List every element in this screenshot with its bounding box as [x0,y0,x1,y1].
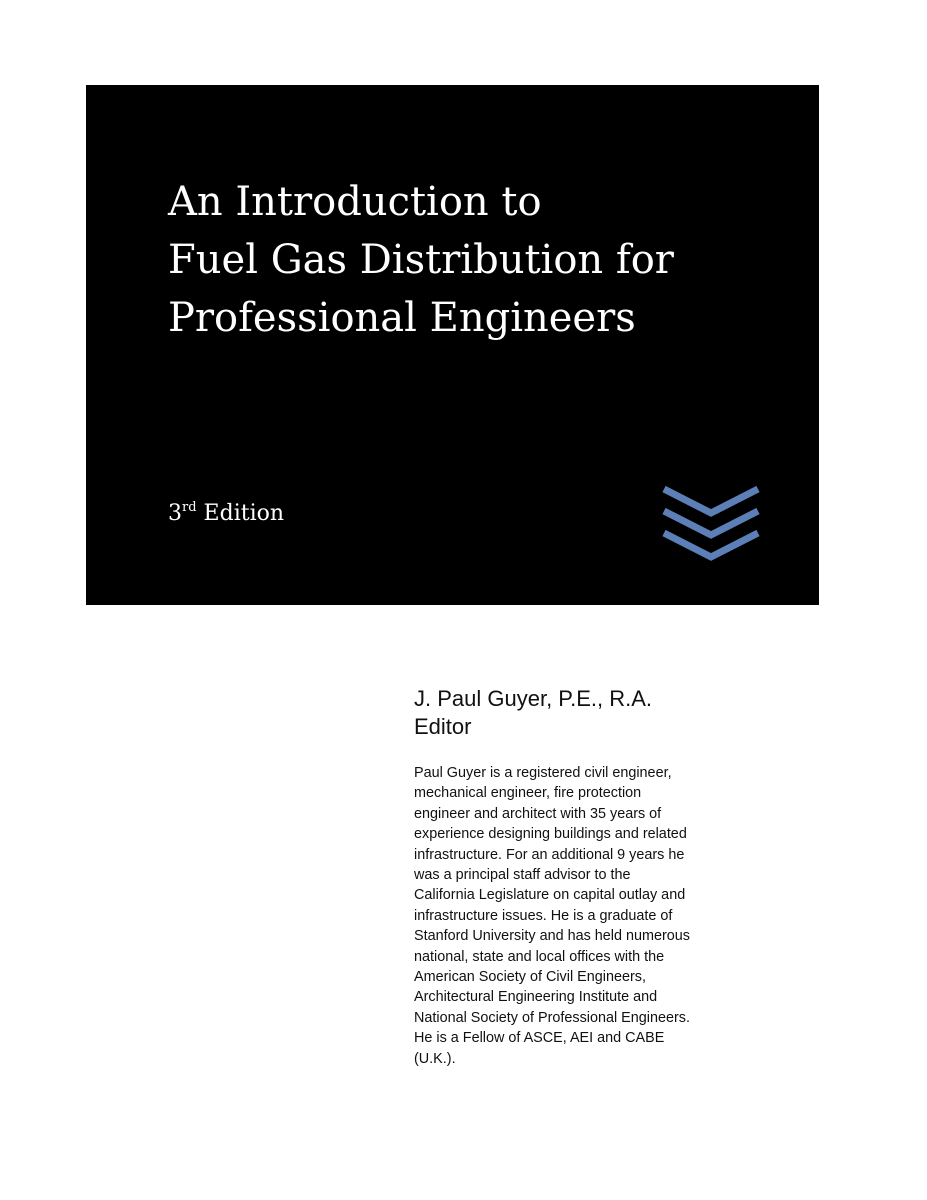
bio-line: infrastructure issues. He is a graduate of [414,907,673,924]
title-line-3: Professional Engineers [168,295,636,341]
edition-word: Edition [203,501,285,526]
chevron-top [664,489,758,513]
author-role: Editor [414,714,472,739]
bio-line: infrastructure. For an additional 9 years he [414,846,685,863]
edition-label [168,500,284,528]
bio-line: mechanical engineer, fire protection [414,785,642,802]
title-line-1: An Introduction to [168,179,542,225]
book-title [168,173,808,347]
bio-line: experience designing buildings and related [414,826,687,843]
bio-line: national, state and local offices with the [414,948,665,965]
bio-line: Stanford University and has held numerous [414,928,690,945]
bio-line: was a principal staff advisor to the [414,867,631,884]
bio-line: He is a Fellow of ASCE, AEI and CABE [414,1030,665,1047]
bio-line: (U.K.). [414,1050,456,1067]
cover-panel [86,85,819,605]
bio-line: engineer and architect with 35 years of [414,805,662,822]
author-name: J. Paul Guyer, P.E., R.A. [414,686,653,711]
triple-chevron-down-icon [662,483,760,563]
edition-suffix: rd [182,500,197,515]
bio-line: Architectural Engineering Institute and [414,989,658,1006]
bio-line: National Society of Professional Engineers. [414,1009,690,1026]
bio-line: Paul Guyer is a registered civil engineer, [414,765,672,781]
edition-number: 3 [168,501,182,526]
bio-line: American Society of Civil Engineers, [414,969,646,986]
bio-line: California Legislature on capital outlay and [414,887,686,904]
author-bio [414,763,784,1069]
title-line-2: Fuel Gas Distribution for [168,237,674,283]
